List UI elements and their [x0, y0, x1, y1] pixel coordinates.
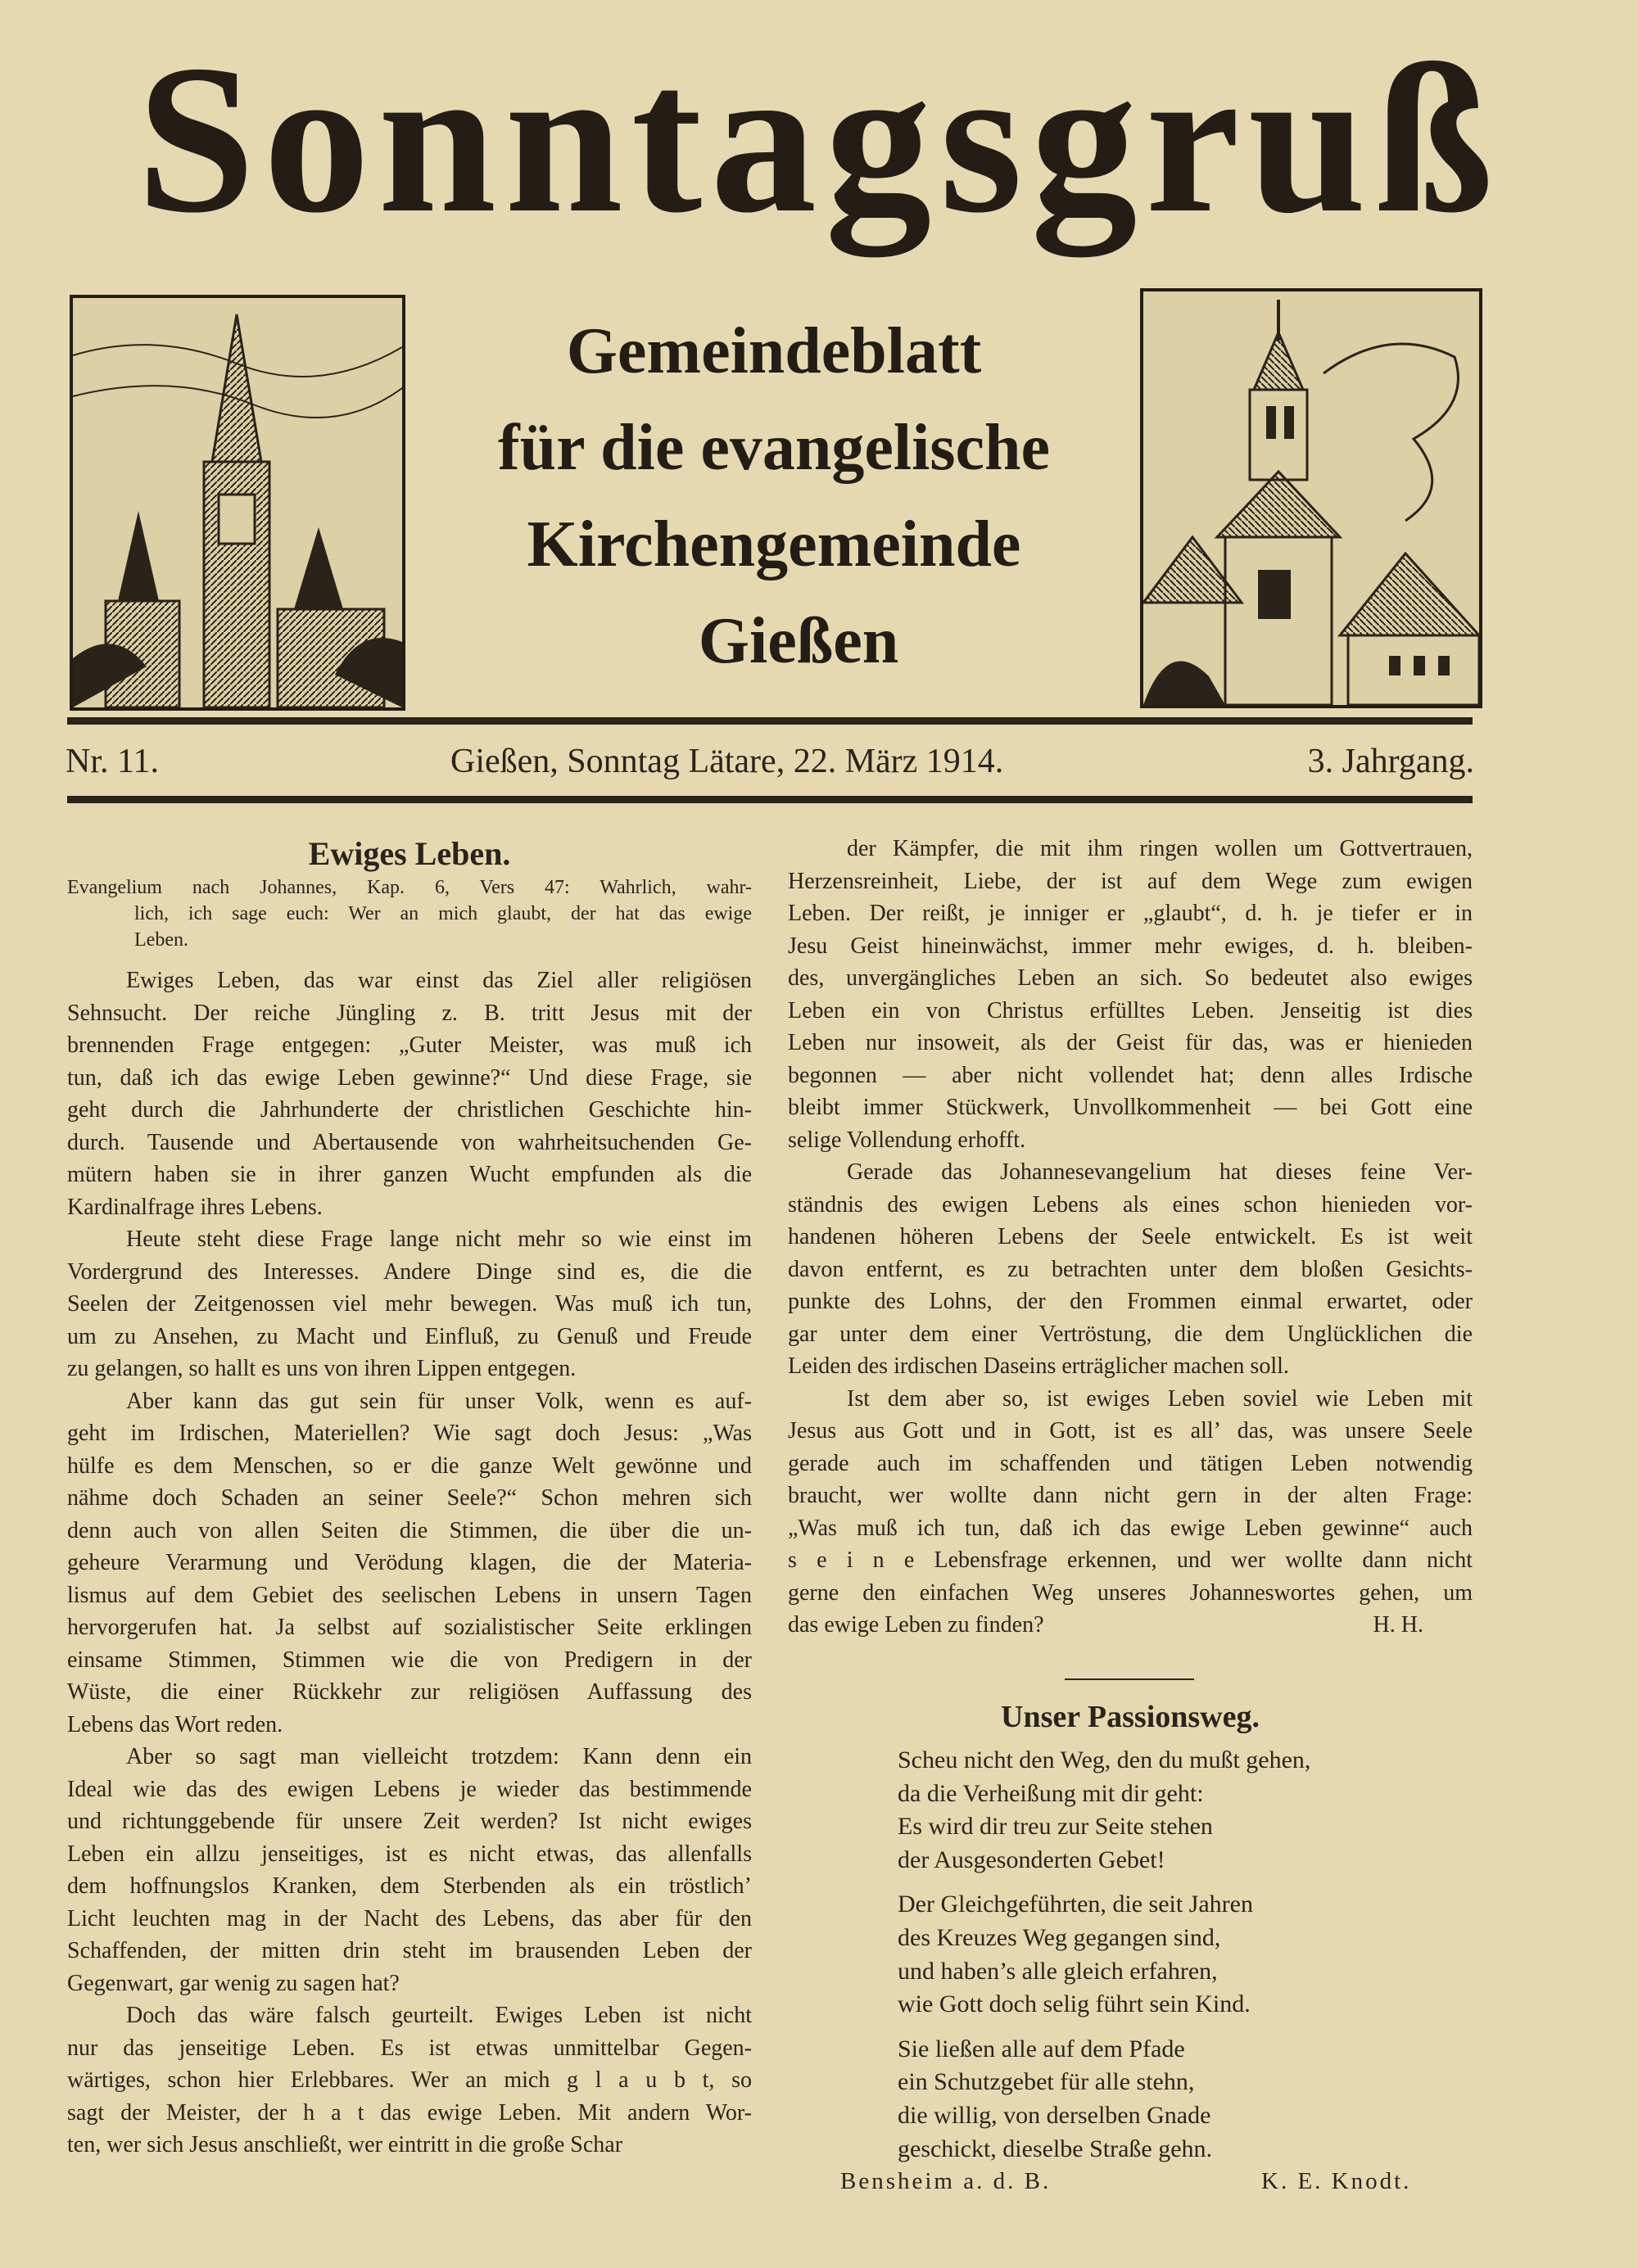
text-line: ten, wer sich Jesus anschließt, wer eintritt in die große Schar [67, 2132, 623, 2157]
text-line: wärtiges, schon hier Erlebbares. Wer an mich g l a u b t, so [67, 2067, 752, 2093]
text-line: bleibt immer Stückwerk, Unvollkommenheit — bei Gott eine [788, 1095, 1473, 1120]
poem-title: Unser Passionsweg. [1001, 1700, 1260, 1734]
text-line: Aber kann das gut sein für unser Volk, wenn es auf- [126, 1388, 752, 1414]
text-line: Ewiges Leben, das war einst das Ziel aller religiösen [126, 968, 752, 993]
text-line: geht im Irdischen, Materiellen? Wie sagt doch Jesus: „Was [67, 1421, 752, 1446]
text-line: und richtunggebende für unsere Zeit werden? Ist nicht ewiges [67, 1809, 752, 1834]
text-line: Leiden des irdischen Daseins erträglicher machen soll. [788, 1353, 1289, 1379]
text-line: gerne den einfachen Weg unseres Johanneswortes gehen, um [788, 1579, 1473, 1606]
text-line: tun, daß ich das ewige Leben gewinne?“ Und diese Frage, sie [67, 1064, 752, 1091]
text-line: gerade auch im schaffenden und tätigen Leben notwendig [788, 1450, 1473, 1476]
text-line: Wüste, die einer Rückkehr zur religiösen Auffassung des [67, 1679, 752, 1705]
bottom-rule [67, 796, 1473, 803]
text-line: Licht leuchten mag in der Nacht des Lebens, das aber für den [67, 1905, 752, 1931]
poem-place: Bensheim a. d. B. [840, 2168, 1052, 2194]
text-line: Herzensreinheit, Liebe, der ist auf dem Wege zum ewigen [788, 868, 1473, 894]
text-line: Schaffenden, der mitten drin steht im brausenden Leben der [67, 1938, 752, 1963]
text-line: hervorgerufen hat. Ja selbst auf sozialistischer Seite erklingen [67, 1615, 752, 1640]
text-line: Doch das wäre falsch geurteilt. Ewiges Leben ist nicht [126, 2003, 752, 2028]
poem-line: Es wird dir treu zur Seite stehen [898, 1813, 1213, 1841]
text-line: Jesu Geist hineinwächst, immer mehr ewiges, d. h. bleiben- [788, 933, 1473, 959]
subtitle-block [414, 303, 1134, 689]
poem-stanza [898, 1744, 1430, 1877]
text-line: selige Vollendung erhofft. [788, 1127, 1026, 1153]
text-line: Aber so sagt man vielleicht trotzdem: Kann denn ein [126, 1744, 752, 1769]
text-line: handenen höheren Lebens der Seele entwickelt. Es ist weit [788, 1224, 1473, 1249]
poem-line: Scheu nicht den Weg, den du mußt gehen, [898, 1746, 1311, 1773]
text-line: punkte des Lohns, der den Frommen einmal erwartet, oder [788, 1289, 1473, 1314]
text-line: zu gelangen, so hallt es uns von ihren Lippen entgegen. [67, 1356, 577, 1381]
text-line: Gerade das Johannesevangelium hat dieses feine Ver- [847, 1159, 1473, 1185]
text-line: durch. Tausende und Abertausende von wahrheitsuchenden Ge- [67, 1129, 752, 1155]
text-line: davon entfernt, es zu betrachten unter dem bloßen Gesichts- [788, 1256, 1473, 1282]
article-body-left [67, 965, 752, 2162]
text-line: das ewige Leben zu finden? [788, 1612, 1044, 1638]
text-line: Jesus aus Gott und in Gott, ist es all’ das, was unsere Seele [788, 1418, 1473, 1443]
paragraph [788, 1383, 1473, 1642]
poem-line: da die Verheißung mit dir geht: [898, 1779, 1204, 1807]
poem-line: Der Gleichgeführten, die seit Jahren [898, 1891, 1253, 1918]
paragraph [67, 1741, 752, 1999]
issue-number: Nr. 11. [66, 743, 159, 780]
text-line: begonnen — aber nicht vollendet hat; denn alles Irdische [788, 1062, 1473, 1088]
text-line: Leben ein von Christus erfülltes Leben. Jenseitig ist dies [788, 997, 1473, 1023]
text-line: „Was muß ich tun, daß ich das ewige Leben gewinne“ auch [788, 1515, 1473, 1541]
issue-volume: 3. Jahrgang. [1307, 743, 1474, 780]
poem-line: Sie ließen alle auf dem Pfade [898, 2035, 1185, 2062]
text-line: Leben ein allzu jenseitiges, ist es nicht etwas, das allenfalls [67, 1841, 752, 1867]
church-woodcut-left [70, 295, 405, 711]
text-line: Lebens das Wort reden. [67, 1711, 283, 1737]
paragraph [788, 1156, 1473, 1383]
subtitle-line: für die evangelische [497, 412, 1051, 484]
text-line: nur das jenseitige Leben. Es ist etwas unmittelbar Gegen- [67, 2035, 752, 2061]
text-line: s e i n e Lebensfrage erkennen, und wer wollte dann nicht [788, 1547, 1473, 1573]
text-line: Ist dem aber so, ist ewiges Leben soviel wie Leben mit [847, 1385, 1473, 1412]
issue-bar [66, 737, 1474, 786]
paragraph [67, 965, 752, 1223]
section-divider [1065, 1678, 1194, 1680]
text-line: brennenden Frage entgegen: „Guter Meister, was muß ich [67, 1032, 752, 1058]
text-line: Gegenwart, gar wenig zu sagen hat? [67, 1970, 400, 1996]
text-line: gar unter dem einer Vertröstung, die dem Unglücklichen die [788, 1321, 1473, 1347]
gothic-church-illustration [73, 298, 402, 707]
poem-line: und haben’s alle gleich erfahren, [898, 1957, 1218, 1985]
text-line: dem hoffnungslos Kranken, dem Sterbenden als ein tröstlich’ [67, 1873, 752, 1899]
paragraph [67, 1385, 752, 1742]
text-line: lich, ich sage euch: Wer an mich glaubt, der hat das ewige [134, 903, 752, 924]
text-line: Ideal wie das des ewigen Lebens je wieder das bestimmende [67, 1776, 752, 1802]
text-line: denn auch von allen Seiten die Stimmen, die über die un- [67, 1517, 752, 1543]
text-line: des, unvergängliches Leben an sich. So bedeutet also ewiges [788, 965, 1473, 991]
subtitle-line: Kirchengemeinde [527, 508, 1021, 581]
church-woodcut-right [1140, 288, 1482, 708]
paragraph [67, 1223, 752, 1385]
text-line: Leben. [134, 929, 188, 951]
poem-line: wie Gott doch selig führt sein Kind. [898, 1990, 1251, 2018]
masthead-title: Sonntagsgruß [136, 21, 1502, 257]
text-line: geheure Verarmung und Verödung klagen, die der Materia- [67, 1550, 752, 1575]
paragraph [788, 833, 1473, 1156]
poem-line: ein Schutzgebet für alle stehn, [898, 2068, 1195, 2096]
subtitle-line: Gießen [698, 605, 899, 677]
poem-author: K. E. Knodt. [1261, 2168, 1412, 2194]
text-line: geht durch die Jahrhunderte der christlichen Geschichte hin- [67, 1097, 752, 1123]
text-line: Heute steht diese Frage lange nicht mehr so wie einst im [126, 1227, 752, 1252]
text-line: Vordergrund des Interesses. Andere Dinge sind es, die die [67, 1258, 752, 1285]
left-column [67, 834, 752, 2162]
article-epigraph [67, 874, 752, 953]
text-line: sagt der Meister, der h a t das ewige Leben. Mit andern Wor- [67, 2099, 752, 2126]
text-line: um zu Ansehen, zu Macht und Einfluß, zu Genuß und Freude [67, 1323, 752, 1349]
text-line: Leben nur insoweit, als der Geist für das, was er hienieden [788, 1030, 1473, 1055]
text-line: Leben. Der reißt, je inniger er „glaubt“, d. h. je tiefer er in [788, 901, 1473, 926]
text-line: Kardinalfrage ihres Lebens. [67, 1194, 323, 1220]
text-line: der Kämpfer, die mit ihm ringen wollen um Gottvertrauen, [847, 836, 1473, 861]
text-line: braucht, wer wollte dann nicht gern in der alten Frage: [788, 1483, 1473, 1508]
text-line: nähme doch Schaden an seiner Seele?“ Schon mehren sich [67, 1485, 752, 1511]
text-line: hülfe es dem Menschen, so er die ganze Welt gewönne und [67, 1453, 752, 1479]
article-author: H. H. [1373, 1612, 1423, 1638]
baroque-church-tower-illustration [1143, 291, 1479, 705]
text-line: einsame Stimmen, Stimmen wie die von Predigern in der [67, 1647, 752, 1673]
subtitle-line: Gemeindeblatt [566, 315, 982, 387]
poem-stanza [898, 2033, 1430, 2166]
text-line: Seelen der Zeitgenossen viel mehr bewegen. Was muß ich tun, [67, 1291, 752, 1317]
text-line: ständnis des ewigen Lebens als eines schon hienieden vor- [788, 1191, 1473, 1218]
poem-line: des Kreuzes Weg gegangen sind, [898, 1923, 1221, 1951]
article-title: Ewiges Leben. [308, 835, 511, 872]
poem-line: geschickt, dieselbe Straße gehn. [898, 2135, 1213, 2162]
paragraph [67, 1999, 752, 2162]
poem-body [898, 1744, 1430, 2177]
poem-line: die willig, von derselben Gnade [898, 2101, 1211, 2129]
article-body-right [788, 833, 1473, 1642]
text-line: Sehnsucht. Der reiche Jüngling z. B. tritt Jesus mit der [67, 1000, 752, 1026]
top-rule [67, 717, 1473, 725]
issue-place-date: Gießen, Sonntag Lätare, 22. März 1914. [450, 743, 1004, 780]
text-line: mütern haben sie in ihrer ganzen Wucht empfunden als die [67, 1162, 752, 1187]
text-line: lismus auf dem Gebiet des seelischen Lebens in unsern Tagen [67, 1582, 752, 1608]
poem-stanza [898, 1888, 1430, 2021]
poem-line: der Ausgesonderten Gebet! [898, 1846, 1165, 1873]
text-line: Evangelium nach Johannes, Kap. 6, Vers 47: Wahrlich, wahr- [67, 877, 752, 898]
right-column [788, 833, 1473, 1642]
